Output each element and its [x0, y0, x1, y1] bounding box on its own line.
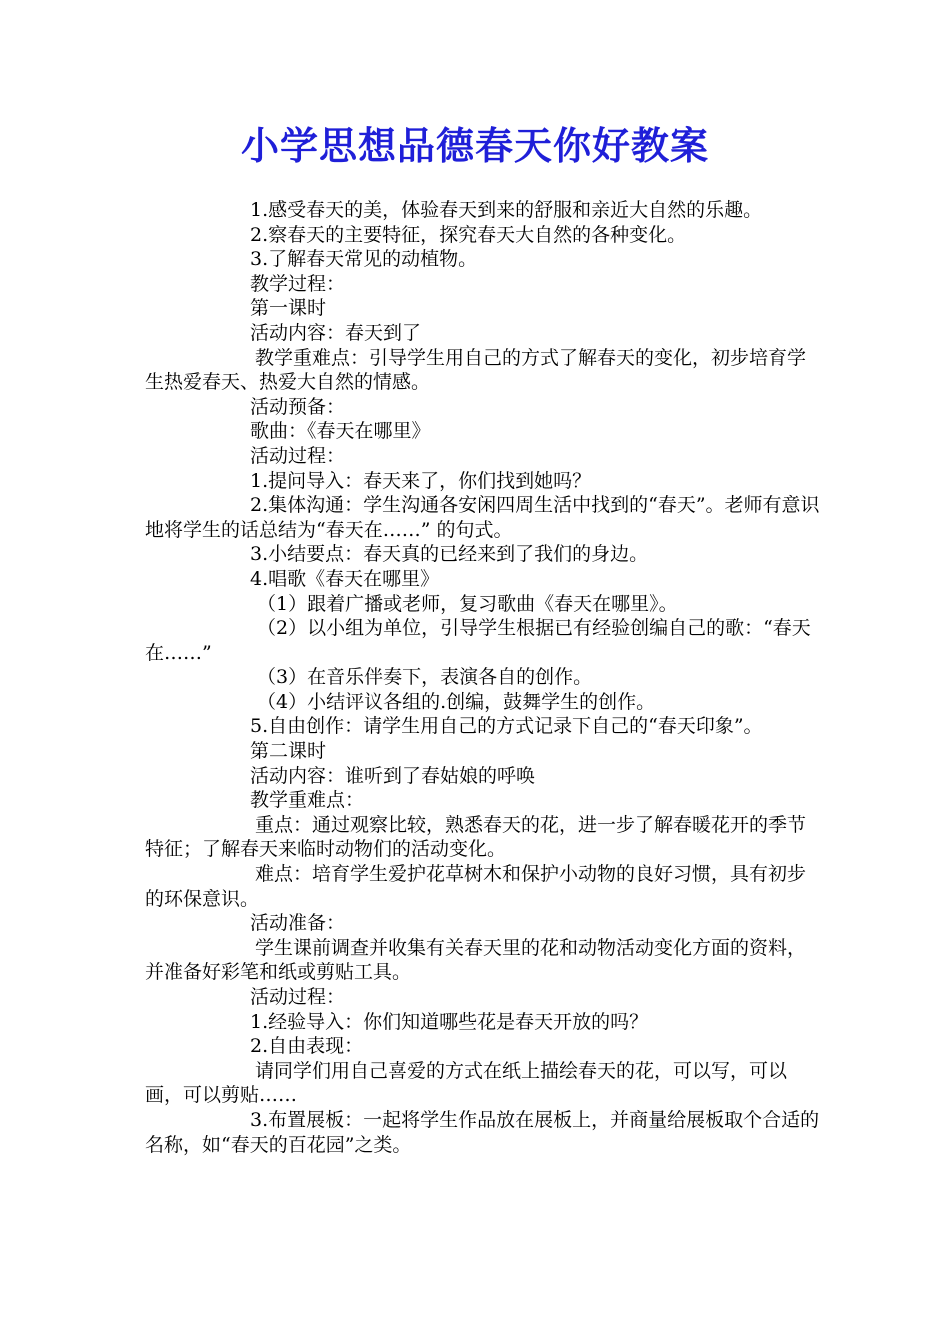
paragraph-step-2-3: 3.布置展板：一起将学生作品放在展板上，并商量给展板取个合适的名称，如“春天的百花园”之类。 — [145, 1108, 820, 1156]
paragraph-key-points-1: 教学重难点：引导学生用自己的方式了解春天的变化，初步培育学生热爱春天、热爱大自然的情感。 — [145, 346, 807, 394]
paragraph-step-4: 4.唱歌《春天在哪里》 — [250, 567, 440, 590]
paragraph-activity-prep-1: 活动预备： — [250, 395, 346, 418]
paragraph-goal-2: 2.察春天的主要特征，探究春天大自然的各种变化。 — [250, 223, 687, 246]
paragraph-teaching-process: 教学过程： — [250, 272, 346, 295]
paragraph-activity-content-2: 活动内容：谁听到了春姑娘的呼唤 — [250, 764, 536, 787]
paragraph-activity-content-1: 活动内容：春天到了 — [250, 321, 422, 344]
paragraph-step-2-1: 1.经验导入：你们知道哪些花是春天开放的吗？ — [250, 1010, 649, 1033]
document-title: 小学思想品德春天你好教案 — [240, 124, 709, 168]
paragraph-step-3: 3.小结要点：春天真的已经来到了我们的身边。 — [250, 543, 649, 566]
paragraph-step-5: 5.自由创作：请学生用自己的方式记录下自己的“春天印象”。 — [250, 715, 763, 738]
paragraph-prep-detail: 学生课前调查并收集有关春天里的花和动物活动变化方面的资料，并准备好彩笔和纸或剪贴工具。 — [145, 936, 807, 984]
paragraph-key-points-2: 教学重难点： — [250, 789, 365, 812]
paragraph-step-2-2-detail: 请同学们用自己喜爱的方式在纸上描绘春天的花，可以写，可以画，可以剪贴…… — [145, 1059, 788, 1107]
paragraph-step-2-2: 2.自由表现： — [250, 1035, 364, 1058]
paragraph-goal-1: 1.感受春天的美，体验春天到来的舒服和亲近大自然的乐趣。 — [250, 199, 763, 221]
paragraph-substep-1: （1）跟着广播或老师，复习歌曲《春天在哪里》。 — [257, 592, 678, 615]
paragraph-focus: 重点：通过观察比较，熟悉春天的花，进一步了解春暖花开的季节特征；了解春天来临时动物们的活动变化。 — [145, 813, 807, 861]
paragraph-step-1: 1.提问导入：春天来了，你们找到她吗？ — [250, 469, 592, 492]
paragraph-activity-prep-2: 活动准备： — [250, 912, 346, 935]
paragraph-step-2: 2.集体沟通：学生沟通各安闲四周生活中找到的“春天”。老师有意识地将学生的话总结为“春天在……” 的句式。 — [145, 494, 820, 541]
paragraph-lesson-2: 第二课时 — [250, 740, 327, 763]
document-body — [145, 198, 820, 1157]
paragraph-song: 歌曲：《春天在哪里》 — [250, 420, 431, 443]
paragraph-substep-2: （2）以小组为单位，引导学生根据已有经验创编自己的歌：“春天在……” — [145, 617, 811, 664]
paragraph-goal-3: 3.了解春天常见的动植物。 — [250, 248, 478, 271]
paragraph-substep-3: （3）在音乐伴奏下，表演各自的创作。 — [257, 666, 593, 689]
paragraph-lesson-1: 第一课时 — [250, 297, 327, 320]
paragraph-substep-4: （4）小结评议各组的.创编，鼓舞学生的创作。 — [257, 690, 656, 713]
paragraph-difficulty: 难点：培育学生爱护花草树木和保护小动物的良好习惯，具有初步的环保意识。 — [145, 863, 807, 910]
paragraph-activity-process-1: 活动过程： — [250, 444, 346, 467]
paragraph-activity-process-2: 活动过程： — [250, 986, 346, 1008]
